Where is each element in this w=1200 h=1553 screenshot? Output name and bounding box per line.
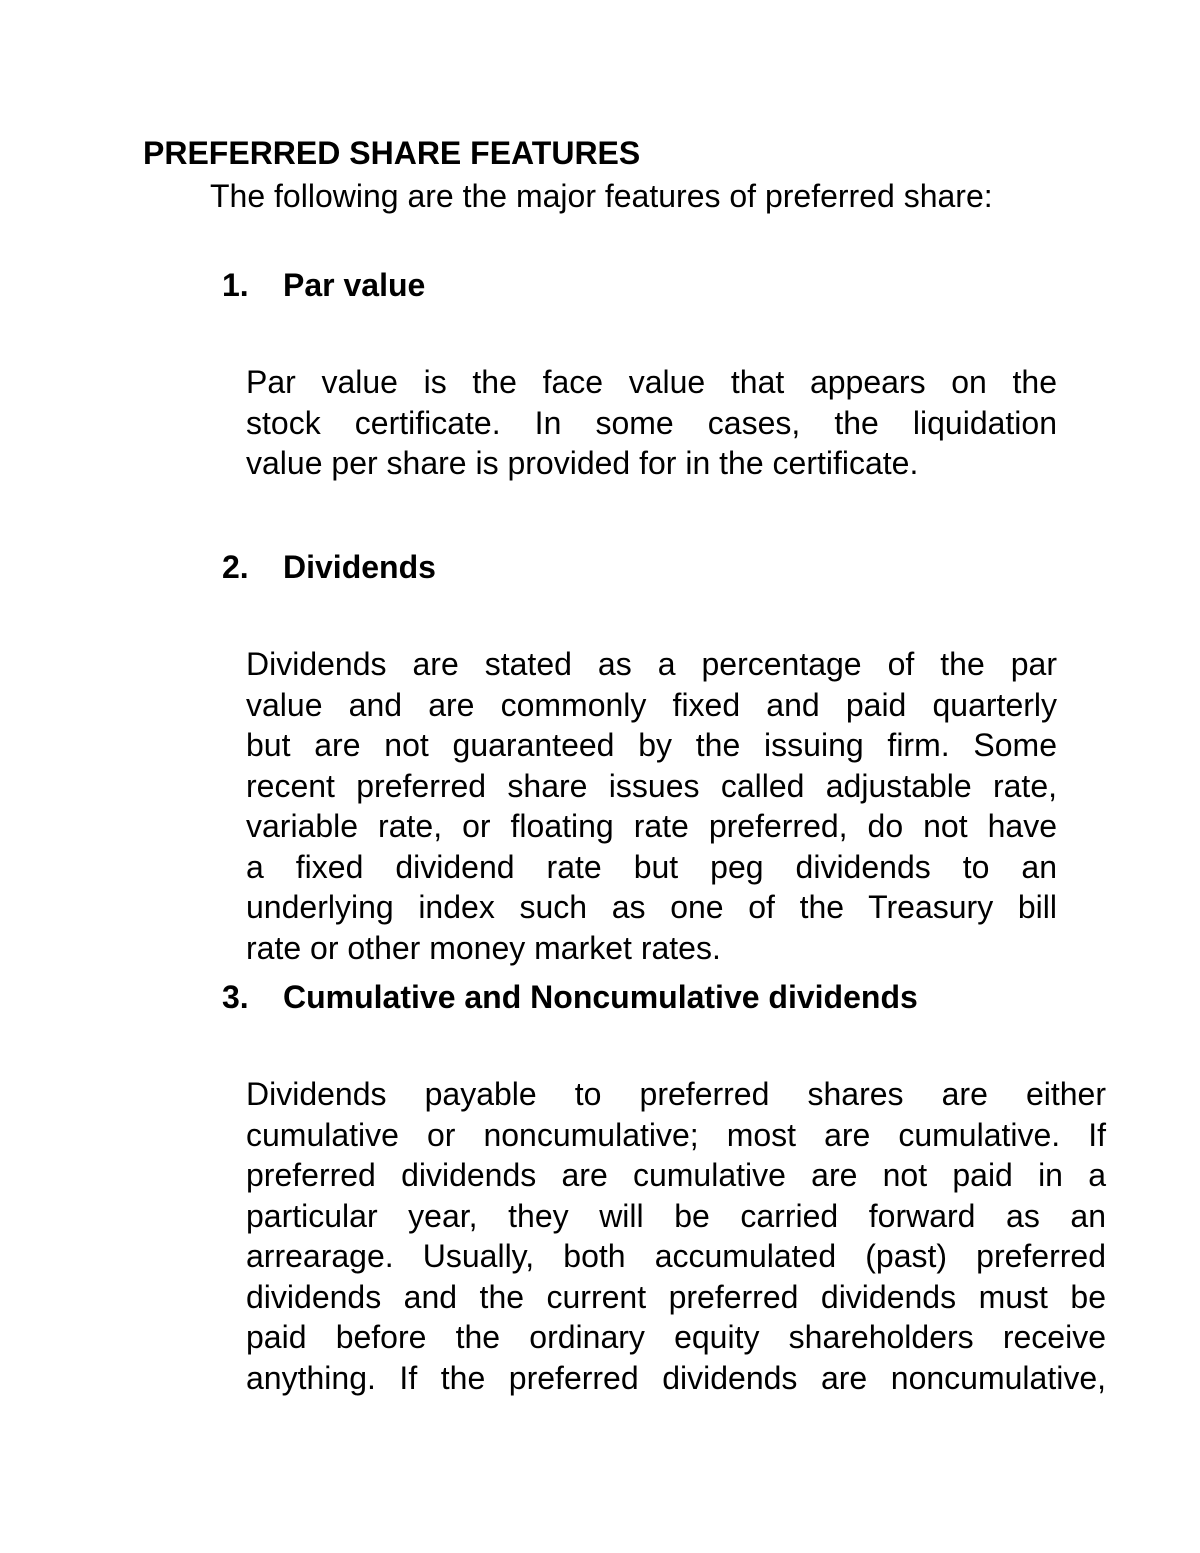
paragraph-line: value and are commonly fixed and paid quarterly [246,686,1057,723]
paragraph-line: Dividends are stated as a percentage of the par [246,646,1057,682]
section-number: 2. [222,549,249,585]
paragraph-line: variable rate, or floating rate preferred, do not have [246,808,1057,844]
section-heading-dividends [222,547,436,587]
paragraph-line: particular year, they will be carried forward as an [246,1197,1106,1234]
paragraph-line: stock certificate. In some cases, the liquidation [246,404,1057,441]
paragraph-line: preferred dividends are cumulative are not paid in a [246,1157,1106,1193]
paragraph-line: paid before the ordinary equity shareholders receive [246,1319,1106,1355]
section-title: Par value [283,267,426,303]
section-body-dividends [246,644,1057,968]
paragraph-line: Dividends payable to preferred shares are either [246,1076,1106,1112]
section-body-par-value [246,362,1057,484]
paragraph-line: dividends and the current preferred dividends must be [246,1278,1106,1315]
paragraph-line: underlying index such as one of the Treasury bill [246,889,1057,925]
paragraph-line: Par value is the face value that appears on the [246,364,1057,400]
paragraph-line: anything. If the preferred dividends are noncumulative, [246,1359,1106,1396]
paragraph-line: arrearage. Usually, both accumulated (past) preferred [246,1238,1106,1274]
paragraph-line: rate or other money market rates. [246,929,721,966]
section-title: Cumulative and Noncumulative dividends [283,979,918,1015]
paragraph-line: value per share is provided for in the certificate. [246,445,919,481]
paragraph-line: cumulative or noncumulative; most are cumulative. If [246,1116,1106,1153]
section-number: 3. [222,979,249,1015]
section-title: Dividends [283,549,436,585]
paragraph-line: but are not guaranteed by the issuing firm. Some [246,727,1057,763]
document-title: PREFERRED SHARE FEATURES [143,135,641,171]
section-heading-par-value [222,265,425,305]
paragraph-line: recent preferred share issues called adjustable rate, [246,767,1057,804]
section-heading-cumulative-dividends [222,977,918,1017]
intro-paragraph: The following are the major features of preferred share: [210,178,993,214]
section-body-cumulative-dividends [246,1074,1106,1398]
paragraph-line: a fixed dividend rate but peg dividends to an [246,848,1057,885]
section-number: 1. [222,267,249,303]
